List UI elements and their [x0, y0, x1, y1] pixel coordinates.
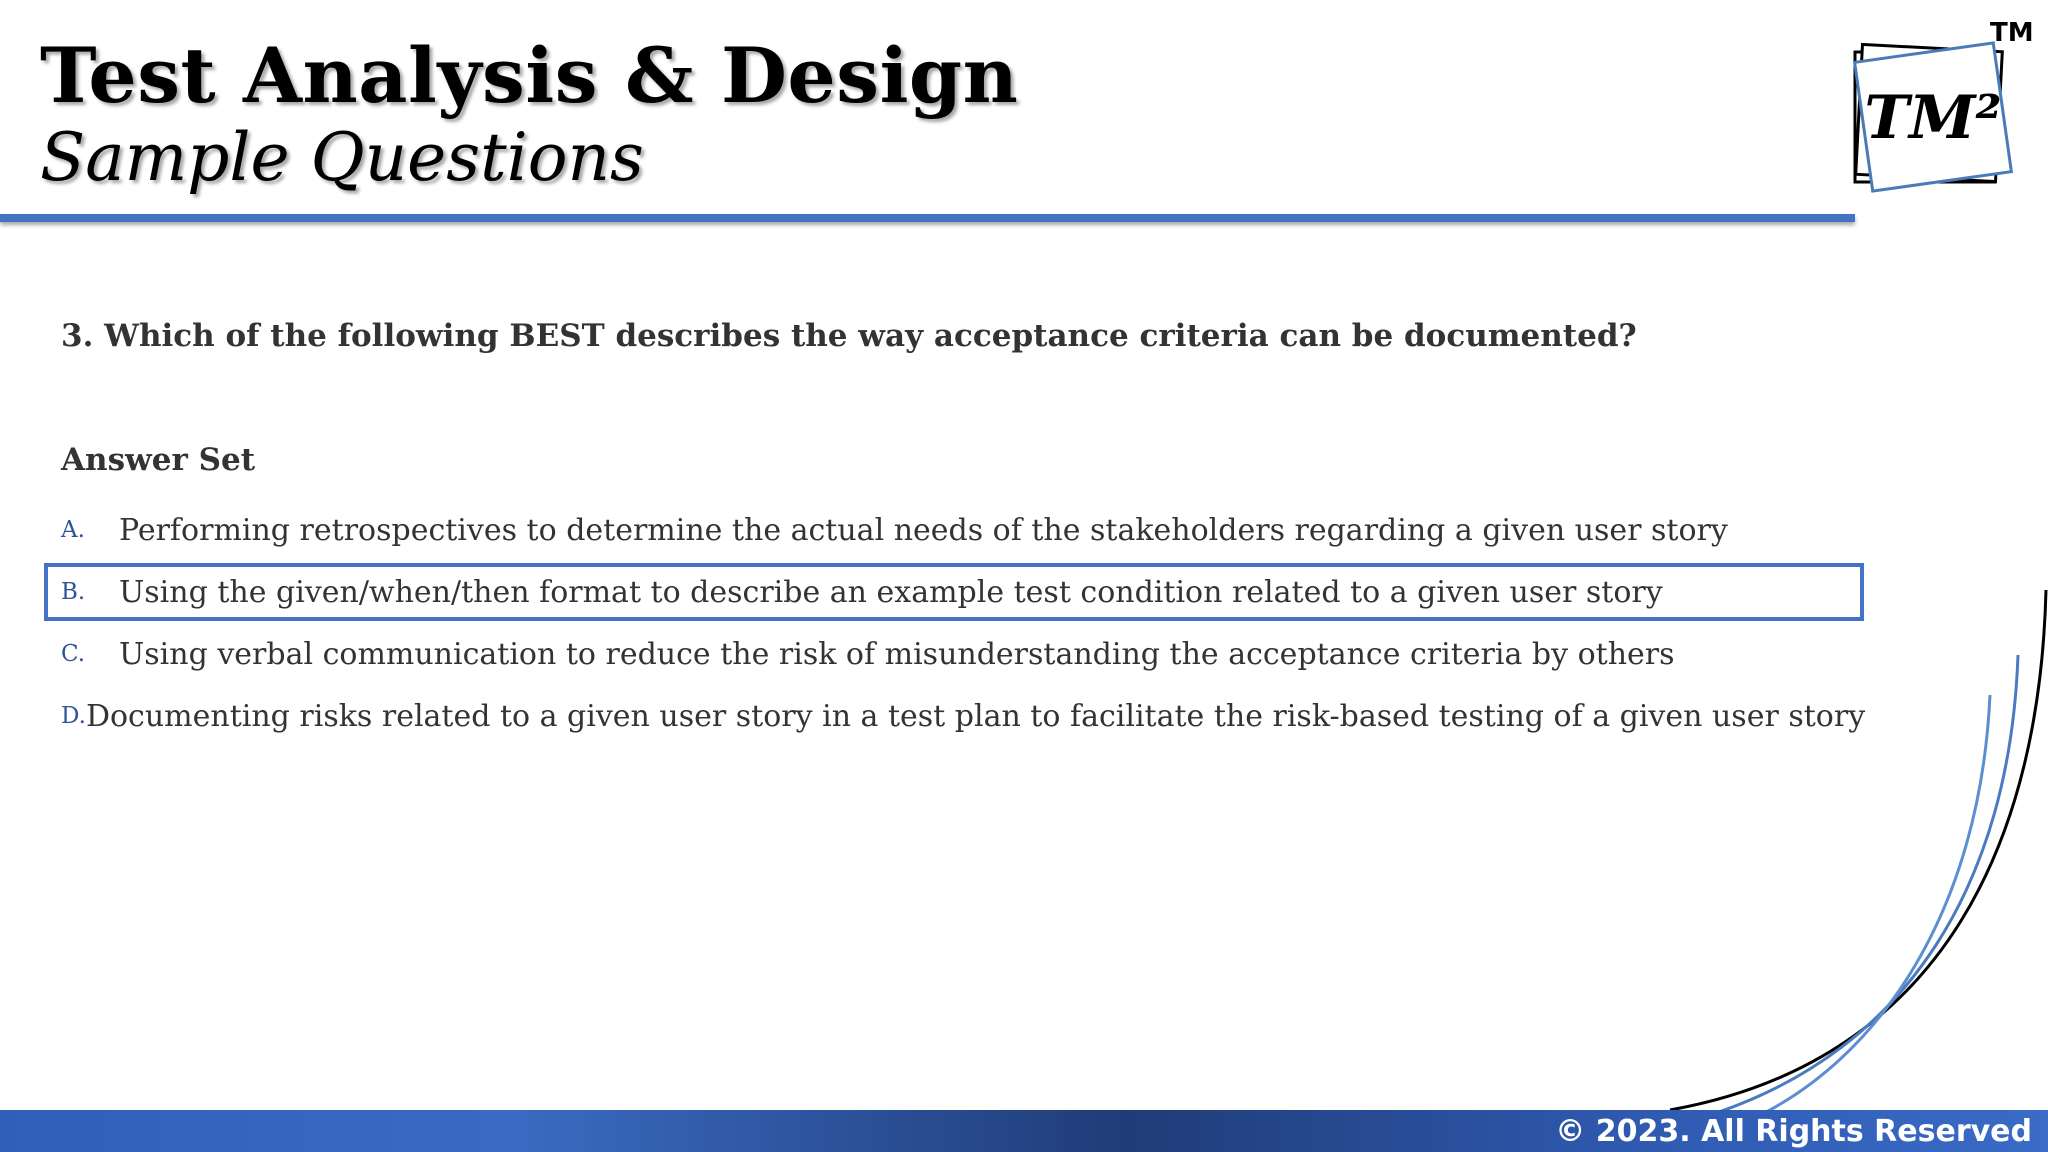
option-text: Performing retrospectives to determine the actual needs of the stakeholders regarding a given user story: [119, 512, 1728, 548]
answer-option-c[interactable]: [61, 624, 1861, 684]
logo-lettering: TM²: [1864, 83, 2002, 153]
title-divider: [0, 214, 1855, 222]
answer-option-b[interactable]: [61, 562, 1861, 622]
option-text: Documenting risks related to a given user story in a test plan to facilitate the risk-based testing of a given user story: [85, 698, 1866, 734]
answer-option-d[interactable]: [61, 686, 1866, 746]
option-letter: D.: [61, 703, 86, 729]
slide-subtitle: Sample Questions: [40, 119, 644, 196]
option-letter: B.: [61, 579, 86, 605]
slide-title: Test Analysis & Design: [40, 31, 1019, 120]
option-letter: A.: [61, 517, 85, 543]
option-text: Using the given/when/then format to describe an example test condition related to a given user story: [119, 574, 1663, 610]
slide-title-block: [40, 30, 1018, 198]
copyright-notice: © 2023. All Rights Reserved: [1555, 1114, 2032, 1149]
trademark-mark: TM: [1990, 18, 2034, 48]
question-text: 3. Which of the following BEST describes the way acceptance criteria can be documented?: [61, 318, 1637, 354]
decorative-swoosh: [1650, 580, 2048, 1110]
answer-option-a[interactable]: [61, 500, 1861, 560]
answer-set-label: Answer Set: [61, 442, 256, 478]
option-letter: C.: [61, 641, 86, 667]
tm2-logo-icon: [1845, 38, 2015, 198]
option-text: Using verbal communication to reduce the risk of misunderstanding the acceptance criteria by others: [119, 636, 1675, 672]
